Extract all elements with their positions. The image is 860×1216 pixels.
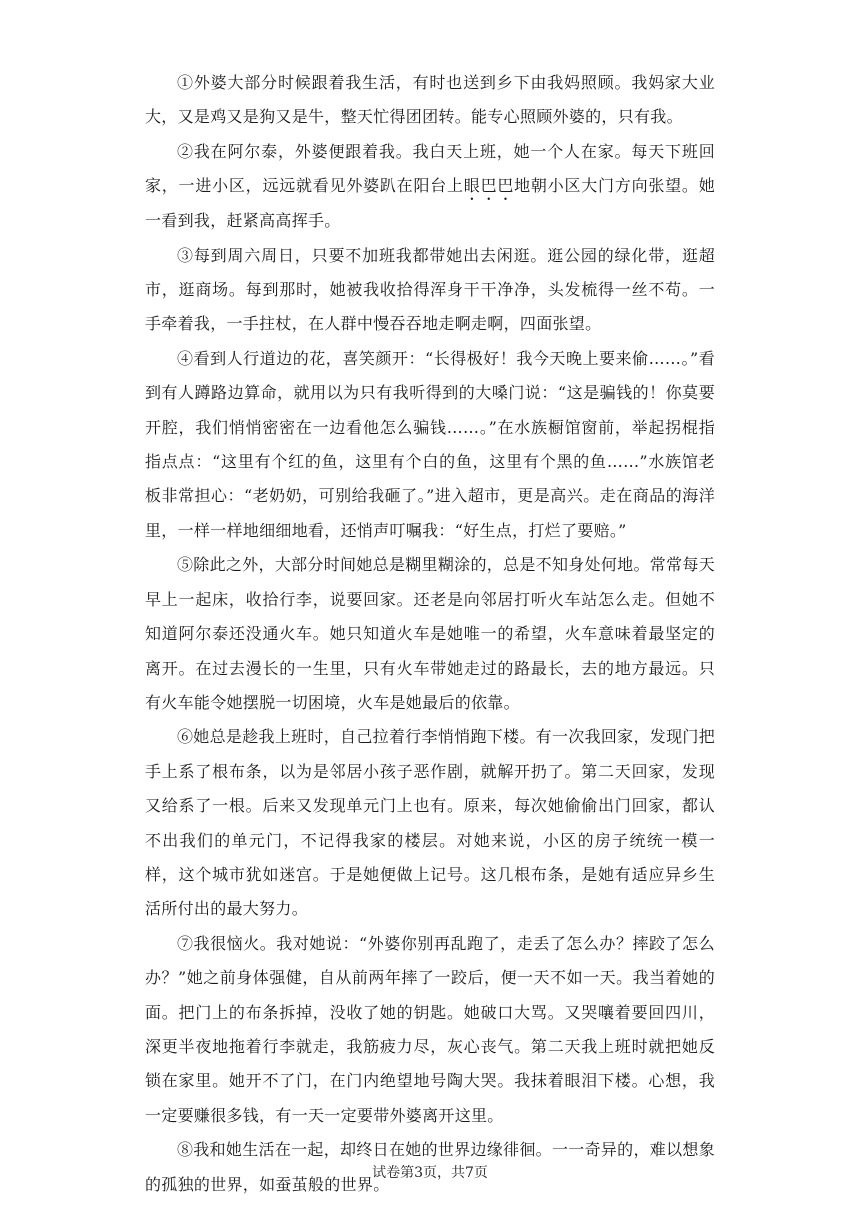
paragraph-5: ⑤除此之外，大部分时间她总是糊里糊涂的，总是不知身处何地。常常每天早上一起床，收拾行李，说要回家。还老是向邻居打听火车站怎么走。但她不知道阿尔泰还没通火车。她只知道火车是她唯一的希望，火车意味着最坚定的离开。在过去漫长的一生里，只有火车带她走过的路最长，去的地方最远。只有火车能令她摆脱一切困境，火车是她最后的依靠。 [145,555,715,712]
paragraph-3: ③每到周六周日，只要不加班我都带她出去闲逛。逛公园的绿化带，逛超市，逛商场。每到那时，她被我收拾得浑身干干净净，头发梳得一丝不苟。一手牵着我，一手拄杖，在人群中慢吞吞地走啊走啊，四面张望。 [145,245,715,334]
page-footer: 试卷第3页，共7页 [372,1165,488,1181]
paragraph-7: ⑦我很恼火。我对她说：“外婆你别再乱跑了，走丢了怎么办？摔跤了怎么办？”她之前身体强健，自从前两年摔了一跤后，便一天不如一天。我当着她的面。把门上的布条拆掉，没收了她的钥匙。她破口大骂。又哭嚷着要回四川，深更半夜地拖着行李就走，我筋疲力尽，灰心丧气。第二天我上班时就把她反锁在家里。她开不了门，在门内绝望地号陶大哭。我抹着眼泪下楼。心想，我一定要赚很多钱，有一天一定要带外婆离开这里。 [145,933,715,1125]
paragraph-1: ①外婆大部分时候跟着我生活，有时也送到乡下由我妈照顾。我妈家大业大，又是鸡又是狗又是牛，整天忙得团团转。能专心照顾外婆的，只有我。 [145,73,715,127]
paragraph-2: ②我在阿尔泰，外婆便跟着我。我白天上班，她一个人在家。每天下班回家，一进小区，远远就看见外婆趴在阳台上眼巴巴地朝小区大门方向张望。她一看到我，赶紧高高挥手。 [145,141,716,231]
paragraph-8: ⑧我和她生活在一起，却终日在她的世界边缘徘徊。一一奇异的，难以想象的孤独的世界，如蚕茧般的世界。 [145,1140,715,1194]
paragraph-6: ⑥她总是趁我上班时，自己拉着行李悄悄跑下楼。有一次我回家，发现门把手上系了根布条，以为是邻居小孩子恶作剧，就解开扔了。第二天回家，发现又给系了一根。后来又发现单元门上也有。原来，每次她偷偷出门回家，都认不出我们的单元门，不记得我家的楼层。对她来说，小区的房子统统一模一样，这个城市犹如迷宫。于是她便做上记号。这几根布条，是她有适应异乡生活所付出的最大努力。 [145,727,715,919]
document-body [145,66,715,1202]
emphasis-dots: 眼巴巴 [463,176,515,196]
paragraph-4: ④看到人行道边的花，喜笑颜开：“长得极好！我今天晚上要来偷……。”看到有人蹲路边算命，就用以为只有我听得到的大嗓门说：“这是骗钱的！你莫要开腔，我们悄悄密密在一边看他怎么骗钱……。”在水族橱馆窗前，举起拐棍指指点点：“这里有个红的鱼，这里有个白的鱼，这里有个黑的鱼……”水族馆老板非常担心：“老奶奶，可别给我砸了。”进入超市，更是高兴。走在商品的海洋里，一样一样地细细地看，还悄声叮嘱我：“好生点，打烂了要赔。” [145,348,715,540]
